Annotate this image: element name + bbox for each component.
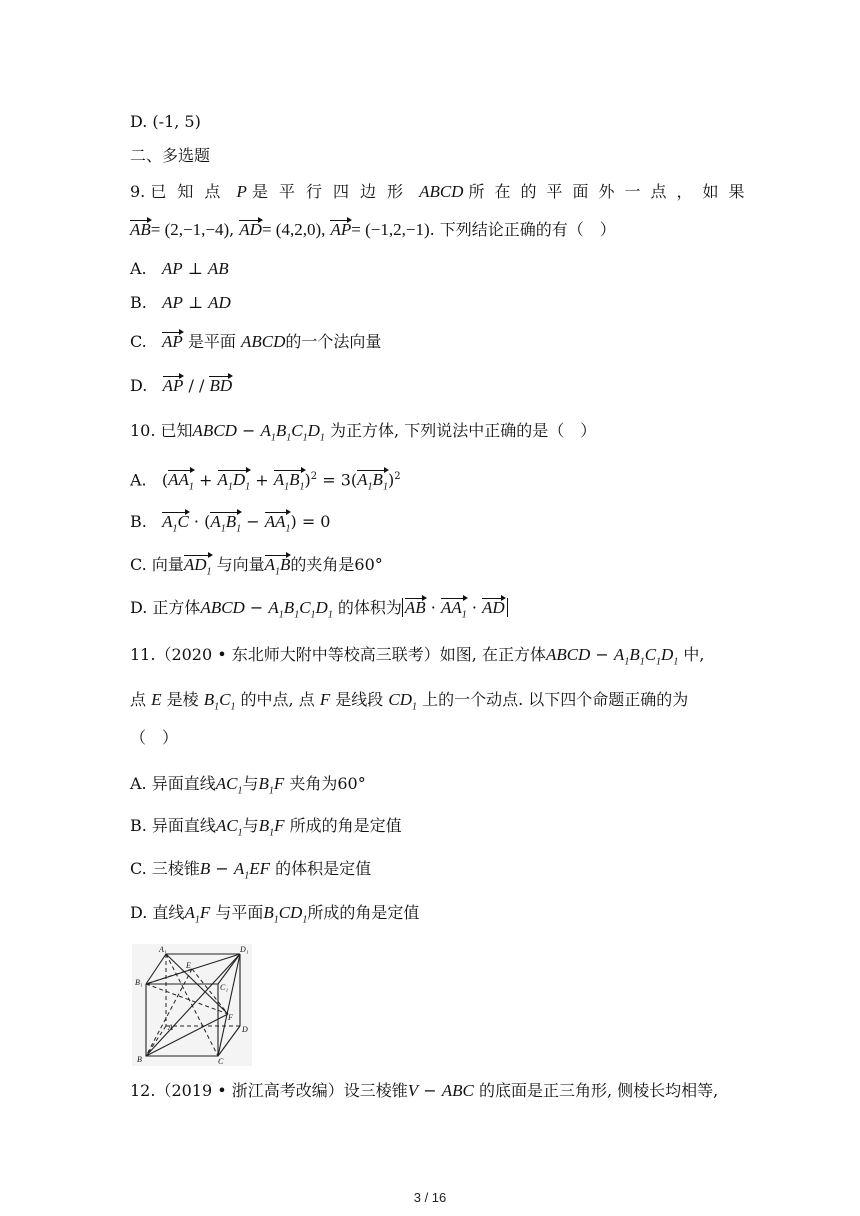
label-d1: D₁ — [240, 945, 249, 954]
label-c1: C₁ — [220, 983, 229, 992]
q9-option-b: B. AP ⊥ AD — [130, 293, 231, 312]
label-b: B — [137, 1055, 142, 1064]
label-b1: B₁ — [135, 978, 143, 987]
q9-stem-line2: AB= (2,−1,−4), AD= (4,2,0), AP= (−1,2,−1). 下列结论正确的有（ ） — [130, 220, 616, 239]
q9-option-a: A. AP ⊥ AB — [130, 259, 229, 278]
q10-option-d: D. 正方体ABCD − $A_1B_1C_1D_1$ 的体积为 AB · $AA_1$ · AD — [130, 597, 508, 626]
label-e: E — [186, 961, 191, 970]
q10-option-a: A. $(AA_1 + A_1D_1 + A_1B_1)^2 = 3(A_1B_1)^2$ — [130, 466, 401, 499]
q8-option-d: D. (-1, 5) — [130, 112, 201, 131]
q11-stem-line1: 11.（2020 • 东北师大附中等校高三联考）如图, 在正方体ABCD − $A_1B_1C_1D_1$ 中, — [130, 645, 705, 668]
q9-option-d: D. AP / / BD — [130, 376, 233, 395]
q11-option-c: C. 三棱锥$B - A_1EF$ 的体积是定值 — [130, 859, 372, 882]
q11-option-b: B. 异面直线$AC_1$与$B_1F$ 所成的角是定值 — [130, 816, 402, 839]
q11-option-d: D. 直线$A_1F$ 与平面$B_1CD_1$所成的角是定值 — [130, 903, 420, 926]
page-number: 3 / 16 — [413, 1190, 447, 1205]
q11-stem-line2: 点 E 是棱 $B_1C_1$ 的中点, 点 F 是线段 $CD_1$ 上的一个动点. 以下四个命题正确的为 — [130, 690, 689, 713]
q10-option-c: C. 向量$AD_1$ 与向量$A_1B$的夹角是60° — [130, 554, 383, 583]
q9-option-c: C. AP 是平面 ABCD的一个法向量 — [130, 332, 382, 351]
cube-figure — [132, 944, 252, 1066]
q10-option-b: B. $A_1C \cdot (A_1B_1 - AA_1) = 0$ — [130, 511, 330, 540]
q11-stem-line3: （ ） — [130, 728, 179, 747]
q9-stem-line1: 9. 已知点 P 是平行四边形 ABCD 所在的平面外一点，如果 — [130, 182, 755, 201]
label-c: C — [218, 1057, 224, 1066]
q12-stem: 12.（2019 • 浙江高考改编）设三棱锥V − ABC 的底面是正三角形, 侧棱长均相等, — [130, 1081, 719, 1100]
label-f: F — [228, 1013, 233, 1022]
label-d: D — [242, 1025, 248, 1034]
q11-option-a: A. 异面直线$AC_1$与$B_1F$ 夹角为60° — [130, 774, 366, 797]
section-heading: 二、多选题 — [130, 146, 211, 165]
q10-stem: 10. 已知ABCD − $A_1B_1C_1D_1$ 为正方体, 下列说法中正确的是（ ） — [130, 421, 597, 444]
label-a1: A₁ — [159, 945, 167, 954]
label-a: A — [168, 1023, 173, 1032]
